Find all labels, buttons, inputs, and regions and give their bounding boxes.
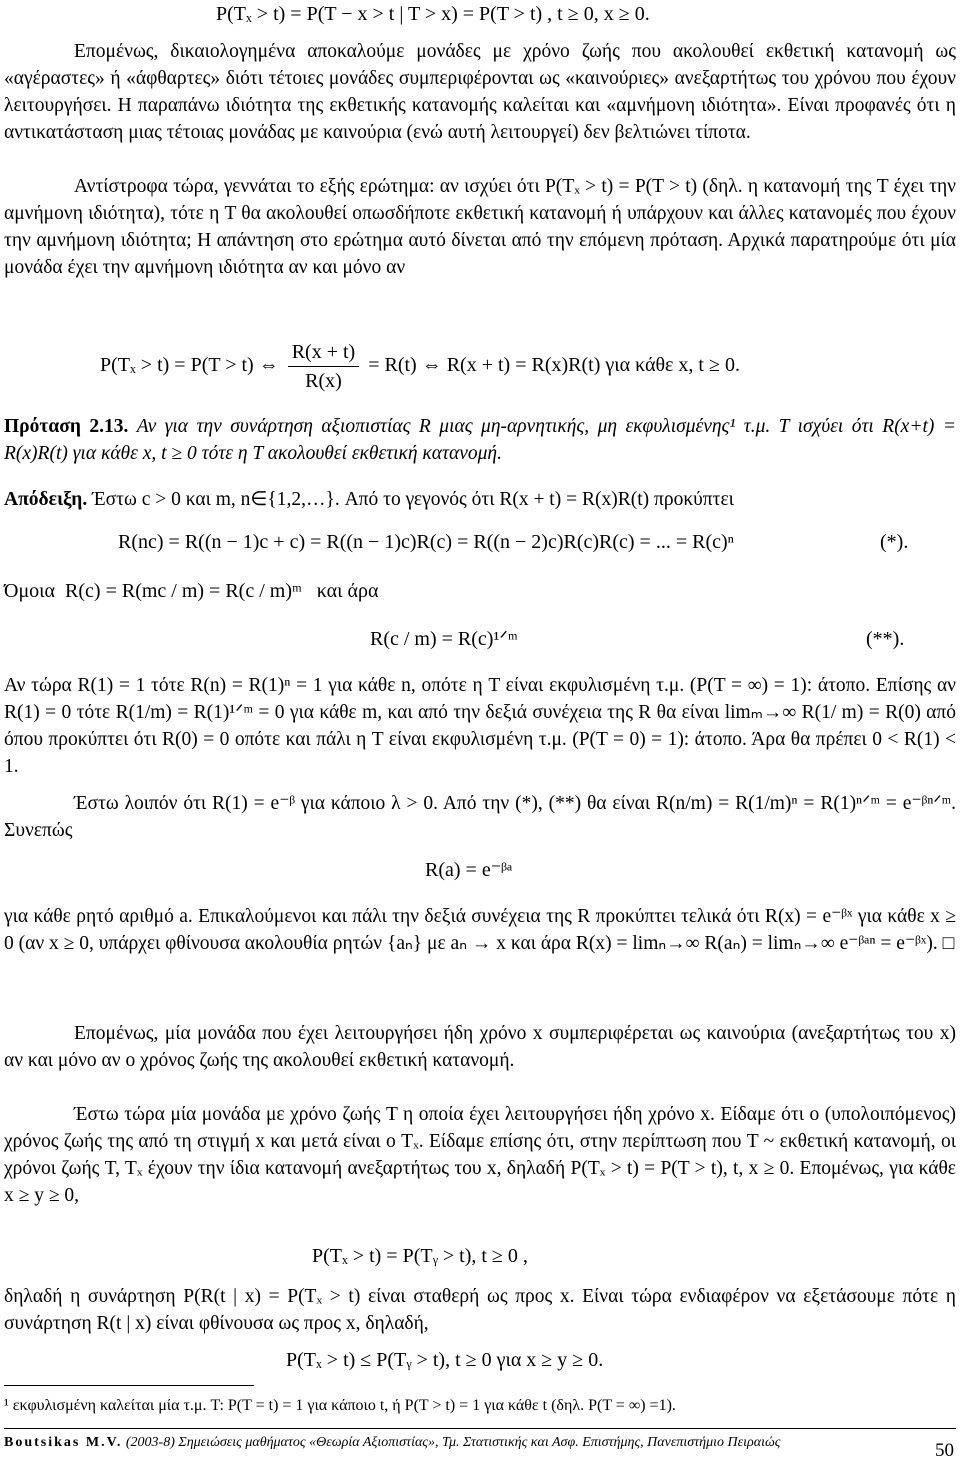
similarly-word: Όμοια [4,580,56,602]
proposition [4,413,956,467]
paragraph-conclusion: για κάθε ρητό αριθμό a. Επικαλούμενοι και πάλι την δεξιά συνέχεια της R προκύπτει τελικά ότι R(x) = e⁻ᵝˣ για κάθε x ≥ 0 (αν x ≥ 0, υπάρχει φθίνουσα ακολουθία ρητών {aₙ} με aₙ → x και άρα R(x) = limₙ→∞ R(aₙ) = limₙ→∞ e⁻ᵝᵃⁿ = e⁻ᵝˣ). □ [4,906,956,954]
paragraph-residual-life: Έστω τώρα μία μονάδα με χρόνο ζωής T η οποία έχει λειτουργήσει ήδη χρόνο x. Είδαμε ότι ο (υπολοιπόμενος) χρόνος ζωής της από τη στιγμή x και μετά είναι ο Tₓ. Είδαμε επίσης ότι, στην περίπτωση που T ~ εκθετική κατανομή, οι χρόνοι ζωής T, Tₓ έχουν την ίδια κατανομή ανεξαρτήτως του x, δηλαδή P(Tₓ > t) = P(T > t), t, x ≥ 0. Επομένως, για κάθε x ≥ y ≥ 0, [4,1104,956,1206]
fraction [288,338,360,395]
equation-memoryless-right: = R(t) ⇔ R(x + t) = R(x)R(t) για κάθε x, t ≥ 0. [368,354,740,377]
equation-constant: P(Tₓ > t) = P(Tᵧ > t), t ≥ 0 , [312,1245,528,1267]
footer [4,1434,780,1452]
paragraph-exponential-form: Έστω λοιπόν ότι R(1) = e⁻ᵝ για κάποιο λ > 0. Από την (*), (**) θα είναι R(n/m) = R(1/m)ⁿ = R(1)ⁿᐟᵐ = e⁻ᵝⁿᐟᵐ. Συνεπώς [4,793,956,841]
paragraph-decreasing: δηλαδή η συνάρτηση P(R(t | x) = P(Tₓ > t) είναι σταθερή ως προς x. Είναι τώρα ενδιαφέρον να εξετάσουμε πότε η συνάρτηση R(t | x) είναι φθίνουσα ως προς x, δηλαδή, [4,1286,956,1334]
paragraph-contradictions: Αν τώρα R(1) = 1 τότε R(n) = R(1)ⁿ = 1 για κάθε n, οπότε η T είναι εκφυλισμένη τ.μ. (P(T = ∞) = 1): άτοπο. Επίσης αν R(1) = 0 τότε R(1/m) = R(1)¹ᐟᵐ = 0 για κάθε m, και από την δεξιά συνέχεια της R θα είναι limₘ→∞ R(1/ m) = R(0) από όπου προκύπτει ότι R(0) = 0 οπότε και πάλι η T είναι εκφυλισμένη τ.μ. (P(T = 0) = 1): άτοπο. Άρα θα πρέπει 0 < R(1) < 1. [4,675,956,777]
equation-memoryless-left: P(Tₓ > t) = P(T > t) ⇔ [100,354,279,377]
footnote-divider [4,1385,254,1386]
equation-similarly [4,577,378,605]
proposition-label: Πρόταση 2.13. [4,416,129,437]
equation-similarly-body: R(c) = R(mc / m) = R(c / m)ᵐ [65,580,302,602]
fraction-denominator: R(x) [305,370,342,392]
proposition-text: Αν για την συνάρτηση αξιοπιστίας R μιας μη-αρνητικής, μη εκφυλισμένης¹ τ.μ. T ισχύει ότι R(x+t) = R(x)R(t) για κάθε x, t ≥ 0 τότε η T ακολουθεί εκθετική κατανομή. [4,416,957,464]
paragraph-summary: Επομένως, μία μονάδα που έχει λειτουργήσει ήδη χρόνο x συμπεριφέρεται ως καινούρια (ανεξαρτήτως του x) αν και μόνο αν ο χρόνος ζωής της ακολουθεί εκθετική κατανομή. [4,1023,956,1071]
footer-course: (2003-8) Σημειώσεις μαθήματος «Θεωρία Αξιοπιστίας», Τμ. Στατιστικής και Ασφ. Επιστήμης, Πανεπιστήμιο Πειραιώς [122,1435,781,1450]
equation-decreasing: P(Tₓ > t) ≤ P(Tᵧ > t), t ≥ 0 για x ≥ y ≥ 0. [286,1349,604,1371]
and-thus-text: και άρα [316,580,379,602]
proof-start [4,486,956,513]
equation-star-tag: (*). [880,531,909,553]
paragraph-converse-question: Αντίστροφα τώρα, γεννάται το εξής ερώτημα: αν ισχύει ότι P(Tₓ > t) = P(T > t) (δηλ. η κατανομή της T έχει την αμνήμονη ιδιότητα), τότε η T θα ακολουθεί οπωσδήποτε εκθετική κατανομή ή υπάρχουν και άλλες κατανομές που έχουν την αμνήμονη ιδιότητα; Η απάντηση στο ερώτημα αυτό δίνεται από την επόμενη πρόταση. Αρχικά παρατηρούμε ότι μία μονάδα έχει την αμνήμονη ιδιότητα αν και μόνο αν [4,176,956,278]
equation-double-star: R(c / m) = R(c)¹ᐟᵐ [370,628,518,650]
proof-label: Απόδειξη. [4,489,88,510]
proof-text: Έστω c > 0 και m, n∈{1,2,…}. Από το γεγονός ότι R(x + t) = R(x)R(t) προκύπτει [92,489,734,510]
footer-author: Boutsikas M.V. [4,1435,123,1450]
footnote: ¹ εκφυλισμένη καλείται μία τ.μ. T: P(T = t) = 1 για κάποιο t, ή P(T > t) = 1 για κάθε t (δηλ. P(T = ∞) =1). [4,1397,676,1414]
footer-divider [4,1428,956,1429]
equation-star: R(nc) = R((n − 1)c + c) = R((n − 1)c)R(c) = R((n − 2)c)R(c)R(c) = ... = R(c)ⁿ [118,531,734,553]
page-number: 50 [935,1440,954,1461]
equation-double-star-tag: (**). [866,628,905,650]
top-equation: P(Tₓ > t) = P(T − x > t | T > x) = P(T > t) , t ≥ 0, x ≥ 0. [216,3,650,25]
equation-ra: R(a) = e⁻ᵝᵃ [425,859,513,881]
fraction-numerator: R(x + t) [288,338,360,367]
equation-memoryless [100,338,740,395]
paragraph-memoryless-intro: Επομένως, δικαιολογημένα αποκαλούμε μονάδες με χρόνο ζωής που ακολουθεί εκθετική κατανομή ως «αγέραστες» ή «άφθαρτες» διότι τέτοιες μονάδες συμπεριφέρονται ως «καινούριες» ανεξαρτήτως του χρόνου που έχουν λειτουργήσει. Η παραπάνω ιδιότητα της εκθετικής κατανομής καλείται και «αμνήμονη ιδιότητα». Είναι προφανές ότι η αντικατάσταση μιας τέτοιας μονάδας με καινούρια (ενώ αυτή λειτουργεί) δεν βελτιώνει τίποτα. [4,41,956,143]
